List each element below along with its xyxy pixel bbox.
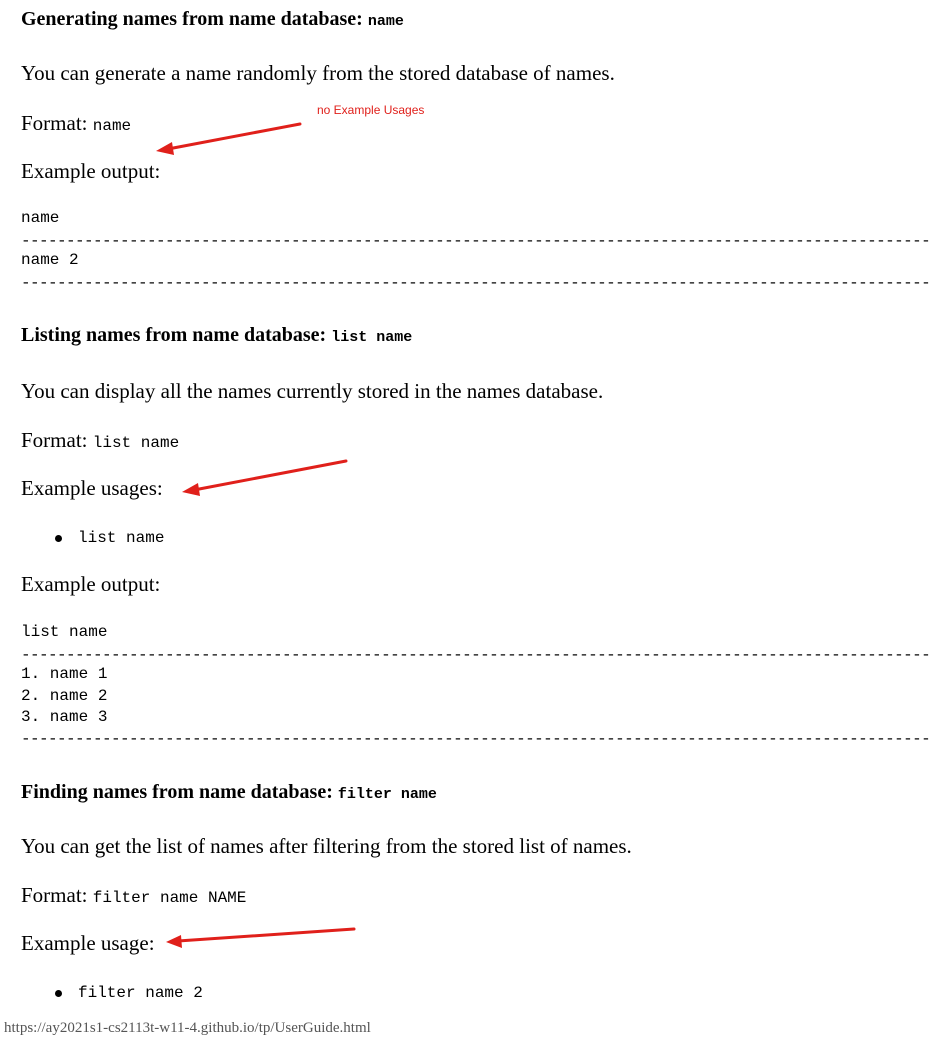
format-code: list name bbox=[92, 434, 180, 452]
output-command: list name bbox=[21, 623, 108, 641]
usage-item: list name bbox=[78, 529, 165, 547]
section-heading-filter: Finding names from name database: filter name bbox=[21, 781, 437, 803]
output-divider: ----------------------------------------------------------------------------------------------------- bbox=[21, 646, 930, 664]
example-usages-label: Example usages: bbox=[21, 476, 163, 500]
annotation-arrow bbox=[168, 124, 300, 149]
format-line: Format: name bbox=[21, 111, 132, 135]
output-divider: ----------------------------------------------------------------------------------------------------- bbox=[21, 274, 930, 292]
output-line: 3. name 3 bbox=[21, 708, 108, 726]
annotation-note: no Example Usages bbox=[317, 103, 425, 117]
output-divider: ----------------------------------------------------------------------------------------------------- bbox=[21, 232, 930, 250]
section-description: You can display all the names currently stored in the names database. bbox=[21, 379, 604, 403]
section-description: You can get the list of names after filtering from the stored list of names. bbox=[21, 834, 632, 858]
output-line: 1. name 1 bbox=[21, 665, 108, 683]
example-usage-label: Example usage: bbox=[21, 931, 155, 955]
heading-code: name bbox=[367, 13, 404, 30]
output-divider: ----------------------------------------------------------------------------------------------------- bbox=[21, 730, 930, 748]
annotation-arrowhead bbox=[182, 483, 200, 496]
format-code: name bbox=[92, 117, 132, 135]
example-output-label: Example output: bbox=[21, 159, 161, 183]
annotation-arrowhead bbox=[166, 935, 182, 948]
output-result: name 2 bbox=[21, 251, 79, 269]
usage-item: filter name 2 bbox=[78, 984, 203, 1002]
example-output-label: Example output: bbox=[21, 572, 161, 596]
format-code: filter name NAME bbox=[92, 889, 247, 907]
format-line: Format: list name bbox=[21, 428, 180, 452]
annotation-arrowhead bbox=[156, 142, 174, 155]
output-command: name bbox=[21, 209, 60, 227]
heading-code: list name bbox=[331, 329, 413, 346]
section-description: You can generate a name randomly from the stored database of names. bbox=[21, 61, 615, 85]
page-url: https://ay2021s1-cs2113t-w11-4.github.io/tp/UserGuide.html bbox=[4, 1020, 371, 1036]
heading-code: filter name bbox=[337, 786, 437, 803]
annotation-arrow bbox=[194, 461, 346, 490]
output-line: 2. name 2 bbox=[21, 687, 108, 705]
section-heading-generate: Generating names from name database: name bbox=[21, 8, 404, 30]
annotation-arrow bbox=[178, 929, 354, 941]
section-heading-list: Listing names from name database: list name bbox=[21, 324, 413, 346]
format-line: Format: filter name NAME bbox=[21, 883, 247, 907]
